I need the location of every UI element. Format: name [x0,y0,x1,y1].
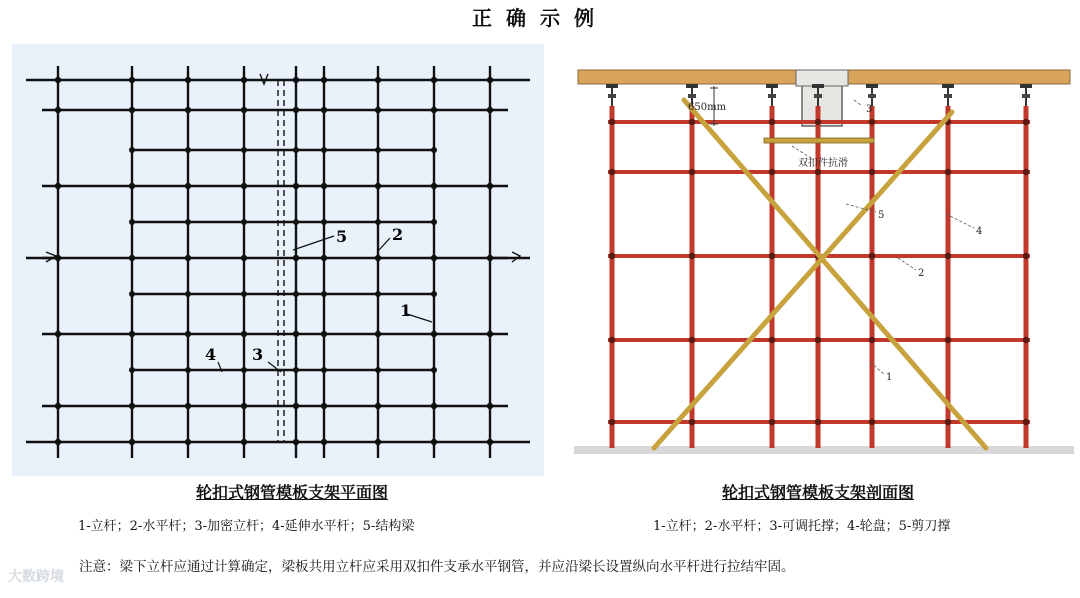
jack-head [686,84,698,88]
wheel-disc [945,169,951,175]
post-node [185,331,191,337]
post-node [293,255,299,261]
post-node [241,219,247,225]
jack-nut [688,94,696,98]
wheel-disc [869,419,875,425]
post-node [241,291,247,297]
wheel-disc [1023,119,1029,125]
wheel-disc [869,119,875,125]
post-node [375,291,381,297]
label-5: 5 [336,227,348,246]
wheel-disc [689,169,695,175]
post-node [375,183,381,189]
jack-head [606,84,618,88]
wheel-disc [869,337,875,343]
post-node [321,291,327,297]
post-node [431,219,437,225]
post-node [129,403,135,409]
post-node [375,147,381,153]
label-5: 5 [878,210,885,221]
section-view-diagram [574,62,1074,460]
post-node [487,255,493,261]
section-view-drawing [574,62,1074,460]
post-node [321,367,327,373]
post-node [321,147,327,153]
post-node [129,219,135,225]
post-node [321,77,327,83]
leader-3 [854,100,862,106]
post-node [487,183,493,189]
watermark-logo: 大数跨境 [8,569,64,585]
double-clip-horizontal-tube [764,138,874,143]
wheel-disc [869,169,875,175]
post-node [293,439,299,445]
post-node [375,331,381,337]
plan-caption: 轮扣式钢管模板支架平面图 [196,483,389,502]
wheel-disc [945,337,951,343]
post-node [185,147,191,153]
post-node [55,255,61,261]
post-node [321,403,327,409]
post-node [241,255,247,261]
jack-nut [868,94,876,98]
post-node [321,331,327,337]
post-node [375,367,381,373]
post-node [241,183,247,189]
leader-5 [293,236,334,250]
post-node [431,403,437,409]
wheel-disc [945,419,951,425]
post-node [129,439,135,445]
post-node [293,77,299,83]
post-node [321,219,327,225]
label-4: 4 [976,226,983,237]
jack-head [812,84,824,88]
leader-2 [898,258,916,270]
post-node [241,77,247,83]
post-node [241,147,247,153]
jack-head [1020,84,1032,88]
post-node [185,219,191,225]
post-node [55,439,61,445]
post-node [185,77,191,83]
wheel-disc [689,119,695,125]
post-node [487,107,493,113]
wheel-disc [609,253,615,259]
label-2: 2 [392,225,404,244]
double-clip-label: 双扣件抗滑 [798,158,848,169]
wheel-disc [1023,169,1029,175]
post-node [293,331,299,337]
page-title: 正确示例 [472,6,608,30]
wheel-disc [815,169,821,175]
wheel-disc [1023,419,1029,425]
wheel-disc [609,119,615,125]
label-3: 3 [866,104,873,115]
post-node [321,107,327,113]
post-node [375,107,381,113]
post-node [431,291,437,297]
post-node [55,77,61,83]
post-node [185,183,191,189]
structural-beam [278,80,284,442]
post-node [431,107,437,113]
post-node [55,107,61,113]
concrete-beam [802,84,842,126]
section-legend: 1-立杆；2-水平杆；3-可调托撑；4-轮盘；5-剪刀撑 [653,519,951,534]
wheel-disc [689,337,695,343]
post-node [293,147,299,153]
post-node [241,439,247,445]
jack-nut [768,94,776,98]
post-node [321,439,327,445]
post-node [431,367,437,373]
plan-view-diagram [12,44,544,476]
post-node [293,219,299,225]
post-node [375,77,381,83]
post-node [487,331,493,337]
wheel-disc [769,169,775,175]
post-node [431,439,437,445]
wheel-disc [609,419,615,425]
post-node [129,255,135,261]
post-node [375,255,381,261]
post-node [375,403,381,409]
post-node [293,183,299,189]
jack-head [942,84,954,88]
post-node [431,147,437,153]
jack-nut [1022,94,1030,98]
post-node [129,291,135,297]
post-node [129,147,135,153]
wheel-disc [945,253,951,259]
post-node [431,331,437,337]
post-node [375,219,381,225]
post-node [431,255,437,261]
post-node [129,77,135,83]
label-3: 3 [252,345,264,364]
post-node [431,77,437,83]
post-node [321,183,327,189]
label-2: 2 [918,268,925,279]
wheel-disc [815,419,821,425]
note-text: 注意：梁下立杆应通过计算确定，梁板共用立杆应采用双扣件支承水平钢管，并应沿梁长设置纵向水平杆进行拉结牢固。 [79,559,795,575]
post-node [129,107,135,113]
label-4: 4 [205,345,217,364]
post-node [185,439,191,445]
plan-legend: 1-立杆；2-水平杆；3-加密立杆；4-延伸水平杆；5-结构梁 [78,519,415,534]
label-1: 1 [886,372,893,383]
post-node [293,107,299,113]
post-node [241,331,247,337]
wheel-disc [769,119,775,125]
label-1: 1 [400,301,412,320]
post-node [55,403,61,409]
post-node [129,367,135,373]
post-node [185,291,191,297]
wheel-disc [1023,337,1029,343]
post-node [293,291,299,297]
section-caption: 轮扣式钢管模板支架剖面图 [722,483,915,502]
post-node [241,107,247,113]
jack-head [766,84,778,88]
wheel-disc [769,253,775,259]
post-node [185,403,191,409]
wheel-disc [815,119,821,125]
wheel-disc [869,253,875,259]
post-node [487,403,493,409]
jack-nut [944,94,952,98]
post-node [129,183,135,189]
post-node [293,403,299,409]
break-mark [46,74,520,262]
wheel-disc [1023,253,1029,259]
jack-head [866,84,878,88]
post-node [129,331,135,337]
wheel-disc [769,337,775,343]
dimension-label: 650mm [688,102,727,113]
post-node [321,255,327,261]
post-node [487,439,493,445]
leader-2 [379,238,390,250]
post-node [241,367,247,373]
post-node [185,367,191,373]
post-node [185,255,191,261]
jack-nut [814,94,822,98]
post-node [293,367,299,373]
wheel-disc [609,337,615,343]
post-node [185,107,191,113]
wheel-disc [689,253,695,259]
ground [574,446,1074,454]
wheel-disc [689,419,695,425]
post-node [487,77,493,83]
post-node [241,403,247,409]
plan-view-drawing [12,44,544,476]
jack-nut [608,94,616,98]
wheel-disc [769,419,775,425]
post-node [375,439,381,445]
post-node [55,183,61,189]
post-node [55,331,61,337]
wheel-disc [815,337,821,343]
post-node [431,183,437,189]
beam-top [796,70,848,86]
wheel-disc [609,169,615,175]
